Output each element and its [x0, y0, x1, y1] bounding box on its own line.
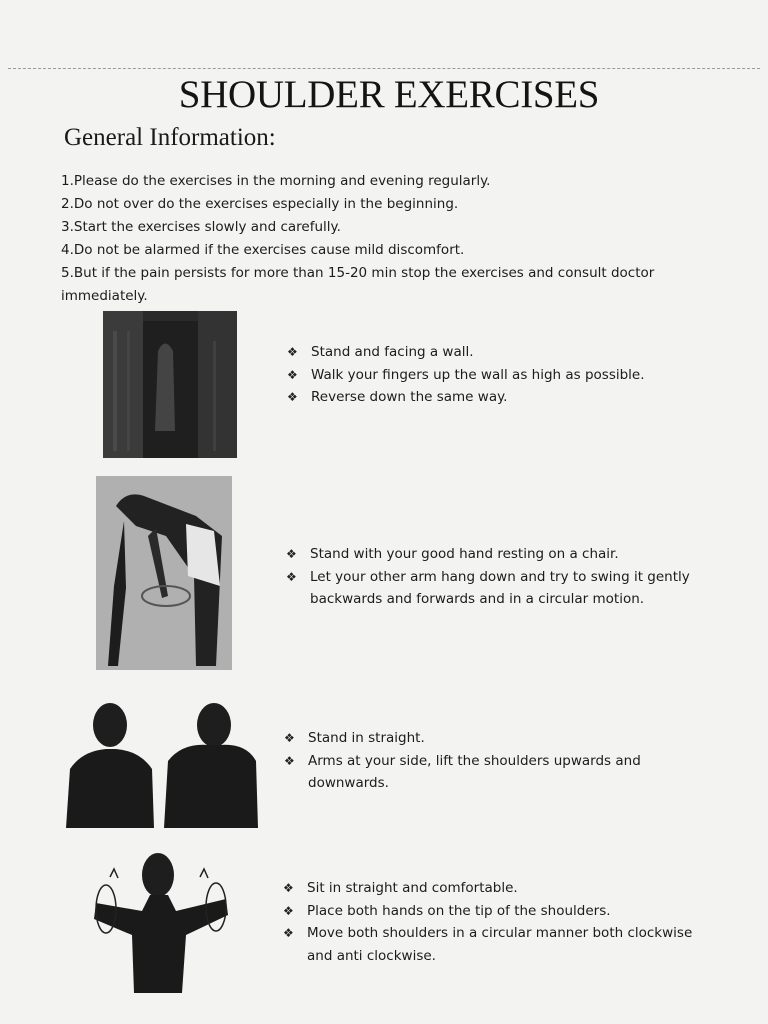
bullet-icon: ❖ [283, 926, 294, 940]
info-item: 5.But if the pain persists for more than 15-20 min stop the exercises and consult doctor immediately. [61, 265, 655, 304]
exercise-1-steps [287, 341, 707, 409]
bullet-icon: ❖ [286, 569, 297, 584]
bullet-icon: ❖ [287, 345, 298, 359]
section-heading: General Information: [64, 124, 276, 151]
bullet-icon: ❖ [287, 390, 298, 404]
bullet-icon: ❖ [283, 903, 294, 918]
info-item: 3.Start the exercises slowly and carefully. [61, 219, 341, 235]
bullet-icon: ❖ [287, 367, 298, 382]
wall-walk-photo [103, 311, 237, 458]
step-item: ❖ Place both hands on the tip of the shoulders. [283, 900, 703, 923]
general-info-list [61, 170, 701, 308]
bullet-icon: ❖ [284, 753, 295, 768]
step-item: ❖ Walk your fingers up the wall as high as possible. [287, 364, 707, 387]
step-item: ❖ Stand with your good hand resting on a chair. [286, 543, 706, 566]
step-item: ❖ Arms at your side, lift the shoulders upwards and downwards. [284, 750, 704, 795]
bullet-icon: ❖ [286, 547, 297, 561]
shoulder-circles-photo [82, 849, 238, 993]
exercise-4-steps [283, 877, 703, 967]
step-item: ❖ Move both shoulders in a circular manner both clockwise and anti clockwise. [283, 922, 703, 967]
step-item: ❖ Sit in straight and comfortable. [283, 877, 703, 900]
info-item: 4.Do not be alarmed if the exercises cause mild discomfort. [61, 242, 465, 258]
bullet-icon: ❖ [284, 731, 295, 745]
step-item: ❖ Let your other arm hang down and try to swing it gently backwards and forwards and in a circular motion. [286, 566, 706, 611]
top-divider [8, 68, 760, 69]
shoulder-shrug-photo [66, 699, 258, 828]
pendulum-swing-photo [96, 476, 232, 670]
step-item: ❖ Stand in straight. [284, 727, 704, 750]
exercise-3-steps [284, 727, 704, 795]
step-item: ❖ Stand and facing a wall. [287, 341, 707, 364]
step-item: ❖ Reverse down the same way. [287, 386, 707, 409]
exercise-2-steps [286, 543, 706, 611]
page-title: SHOULDER EXERCISES [178, 73, 600, 116]
info-item: 2.Do not over do the exercises especially in the beginning. [61, 196, 459, 212]
info-item: 1.Please do the exercises in the morning and evening regularly. [61, 173, 491, 189]
bullet-icon: ❖ [283, 881, 294, 895]
